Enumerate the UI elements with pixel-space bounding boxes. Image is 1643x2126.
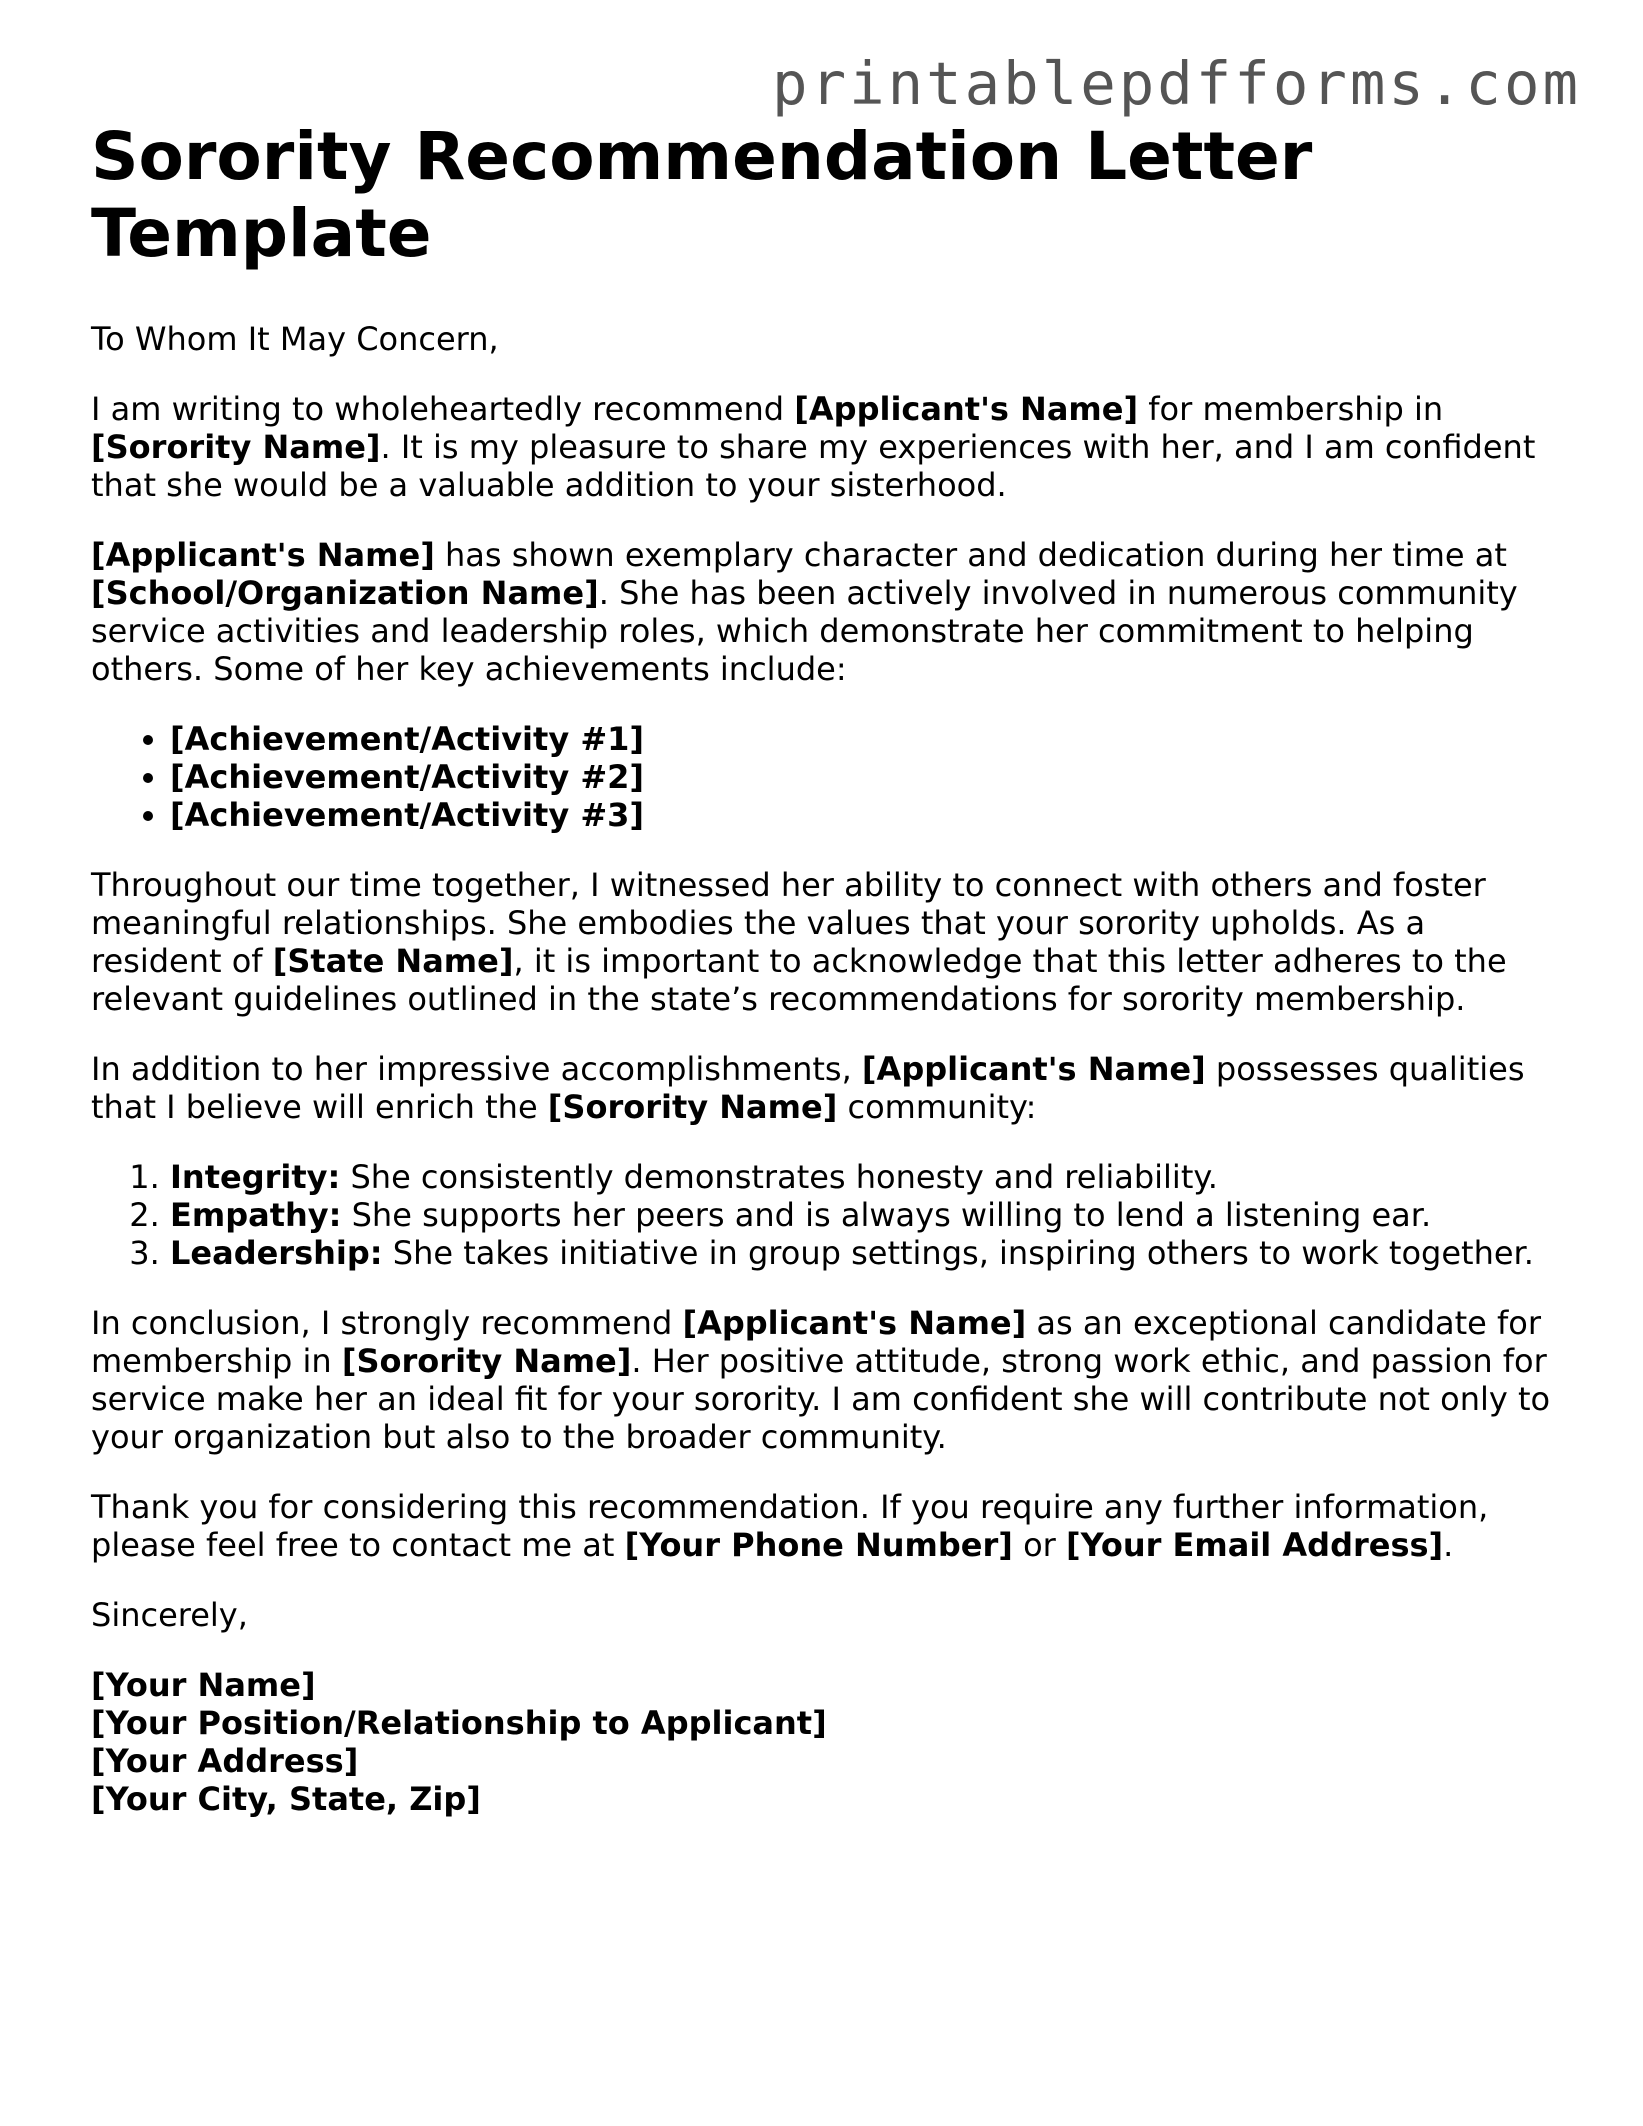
intro-paragraph [91, 390, 1561, 504]
applicant-name-placeholder: [Applicant's Name] [861, 1050, 1206, 1088]
state-name-placeholder: [State Name] [272, 942, 514, 980]
applicant-name-placeholder: [Applicant's Name] [91, 536, 435, 574]
text-segment: . She has been actively involved in numerous community service activities and leadership roles, which demonstrate her commitment to helping others. Some of her key achievements include: [91, 574, 1518, 688]
achievement-placeholder: [Achievement/Activity #1] [170, 720, 645, 758]
list-item [170, 796, 1561, 834]
achievement-placeholder: [Achievement/Activity #2] [170, 758, 645, 796]
relationships-paragraph [91, 866, 1561, 1018]
applicant-name-placeholder: [Applicant's Name] [682, 1304, 1027, 1342]
applicant-name-placeholder: [Applicant's Name] [794, 390, 1139, 428]
text-segment: . It is my pleasure to share my experiences with her, and I am confident that she would be a valuable addition to your sisterhood. [91, 428, 1536, 504]
achievements-list [91, 720, 1561, 834]
list-item [170, 1158, 1561, 1196]
quality-text: She takes initiative in group settings, inspiring others to work together. [382, 1234, 1534, 1272]
text-segment: Throughout our time together, I witnessed her ability to connect with others and foster meaningful relationships. She embodies the values that your sorority upholds. As a resident of [91, 866, 1486, 980]
list-item [170, 720, 1561, 758]
signature-city: [Your City, State, Zip] [91, 1780, 481, 1818]
text-segment: , it is important to acknowledge that this letter adheres to the relevant guidelines outlined in the state’s recommendations for sorority membership. [91, 942, 1507, 1018]
quality-label: Leadership: [170, 1234, 383, 1272]
achievement-placeholder: [Achievement/Activity #3] [170, 796, 645, 834]
text-segment: I am writing to wholeheartedly recommend [91, 390, 795, 428]
qualities-paragraph [91, 1050, 1561, 1126]
letter-page [91, 118, 1561, 1818]
quality-text: She supports her peers and is always willing to lend a listening ear. [341, 1196, 1432, 1234]
signature-block [91, 1666, 1561, 1818]
closing: Sincerely, [91, 1596, 248, 1634]
page-title: Sorority Recommendation Letter Template [91, 118, 1313, 272]
sorority-name-placeholder: [Sorority Name] [91, 428, 381, 466]
text-segment: . [1443, 1526, 1454, 1564]
text-segment: for membership in [1138, 390, 1444, 428]
signature-position: [Your Position/Relationship to Applicant] [91, 1704, 827, 1742]
quality-text: She consistently demonstrates honesty and reliability. [340, 1158, 1218, 1196]
text-segment: as an exceptional candidate for membership in [91, 1304, 1542, 1380]
text-segment: has shown exemplary character and dedication during her time at [434, 536, 1507, 574]
sorority-name-placeholder: [Sorority Name] [547, 1088, 838, 1126]
signature-address: [Your Address] [91, 1742, 359, 1780]
greeting: To Whom It May Concern, [91, 320, 499, 358]
school-name-placeholder: [School/Organization Name] [91, 574, 599, 612]
phone-placeholder: [Your Phone Number] [624, 1526, 1013, 1564]
conclusion-paragraph [91, 1304, 1561, 1456]
character-paragraph [91, 536, 1561, 688]
text-segment: In conclusion, I strongly recommend [91, 1304, 683, 1342]
list-item [170, 1234, 1561, 1272]
quality-label: Integrity: [170, 1158, 341, 1196]
list-item [170, 1196, 1561, 1234]
contact-paragraph [91, 1488, 1561, 1564]
qualities-list [91, 1158, 1561, 1272]
text-segment: . Her positive attitude, strong work ethic, and passion for service make her an ideal fit for your sorority. I am confident she will contribute not only to your organization but also to the broader community. [91, 1342, 1551, 1456]
sorority-name-placeholder: [Sorority Name] [341, 1342, 632, 1380]
text-segment: In addition to her impressive accomplishments, [91, 1050, 862, 1088]
signature-name: [Your Name] [91, 1666, 316, 1704]
watermark: printablepdfforms.com [772, 49, 1581, 118]
list-item [170, 758, 1561, 796]
quality-label: Empathy: [170, 1196, 342, 1234]
text-segment: or [1012, 1526, 1066, 1564]
email-placeholder: [Your Email Address] [1065, 1526, 1444, 1564]
text-segment: Thank you for considering this recommendation. If you require any further information, please feel free to contact me at [91, 1488, 1489, 1564]
text-segment: possesses qualities that I believe will enrich the [91, 1050, 1525, 1126]
text-segment: community: [837, 1088, 1037, 1126]
